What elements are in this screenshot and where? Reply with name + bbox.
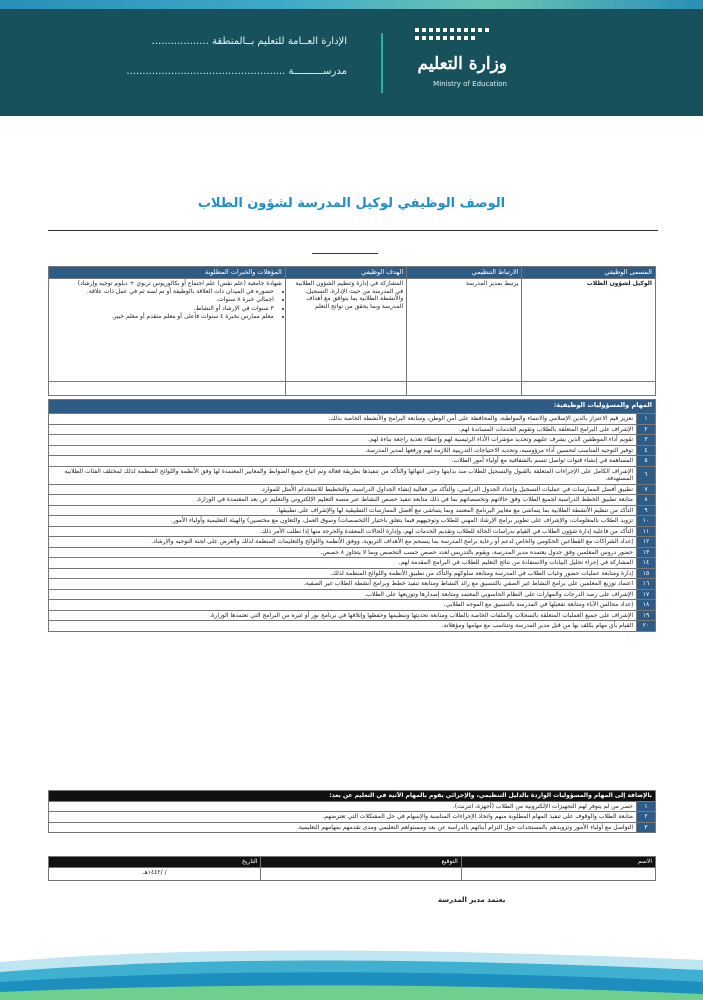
signature-table — [48, 856, 656, 881]
duty-text: متابعة الطلاب والوقوف على تنفيذ المهام المطلوبة منهم واتخاذ الإجراءات المناسبة والإسهام في حل المشكلات التي تعترضهم. — [49, 812, 637, 823]
duty-row — [49, 812, 656, 823]
remote-header-row — [49, 791, 656, 802]
school-line: مدرســــــــــة .................................................. — [126, 66, 347, 77]
duty-number: ١٦ — [637, 579, 656, 590]
qualification-item: • ٣ سنوات في الإرشاد أو النشاط. — [52, 305, 274, 313]
duty-text: حصر من لم يتوفر لهم التجهيزات الإلكترونية من الطلاب (أجهزة، انترنت). — [49, 801, 637, 812]
date-cell: / /١٤٤٢هـ — [49, 867, 261, 880]
duty-row — [49, 495, 656, 506]
duties-table — [48, 399, 656, 632]
duties-section-title: المهام والمسؤوليات الوظيفية: — [49, 400, 656, 414]
header-accent-stripe — [0, 0, 703, 9]
duty-text: اعتماد توزيع المعلمين على برامج النشاط غير الصفي بالتنسيق مع رائد النشاط ومتابعة تنفيذ خطط وبرامج أنشطة الطلاب غير الصفية. — [49, 579, 637, 590]
duty-number: ٣ — [637, 822, 656, 833]
duty-row — [49, 579, 656, 590]
duty-number: ٢٠ — [637, 621, 656, 632]
duty-text: تزويد الطلاب بالمعلومات، والإشراف على تطوير برامج الإرشاد المهني للطلاب وتوجيههم فيما يتعلق باختيار (التخصصات) وسوق العمل، والتعاون مع مختصين) والهيئة التعليمية وأولياء الأمور. — [49, 516, 637, 527]
duty-text: الإشراف على البرامج المتعلقة بالطلاب وتقويم الخدمات المساندة لهم. — [49, 424, 637, 435]
qualification-item: • معلم ممارس بخبرة ٤ سنوات فأعلى أو معلم متقدم أو معلم خبير. — [52, 313, 274, 321]
title-underline — [48, 230, 658, 231]
duty-row — [49, 568, 656, 579]
duty-text: متابعة تطبيق الخطط الدراسية لجميع الطلاب وفق حالاتهم وتخصصاتهم بما في ذلك متابعة تنفيذ حصص النشاط عبر منصة التعليم الإلكتروني والتعليم عن بعد المعتمدة في الوزارة. — [49, 495, 637, 506]
duty-number: ١ — [637, 414, 656, 425]
duty-row — [49, 516, 656, 527]
header-banner — [0, 0, 703, 116]
duty-text: تقويم أداء الموظفين الذين يشرف عليهم وتحديد مؤشرات الأداء الرئيسية لهم وإعطاء تغذية راجعة بناءة لهم. — [49, 435, 637, 446]
duty-text: المساهمة في إنشاء قنوات تواصل تتسم بالشفافية مع أولياء أمور الطلاب. — [49, 456, 637, 467]
blank-cell — [285, 382, 406, 396]
name-cell — [461, 867, 655, 880]
duty-text: القيام بأي مهام يكلف بها من قبل مدير المدرسة وتتناسب مع مهامها ومؤهلاته. — [49, 621, 637, 632]
duty-text: المشاركة في إجراء تحليل البيانات والاستفادة من نتائج التعليم للطلاب في البرامج المقدمة لهم. — [49, 558, 637, 569]
duty-row — [49, 484, 656, 495]
header-job-title: المسمى الوظيفي — [522, 267, 656, 279]
footer-wave-decoration — [0, 942, 703, 1000]
duty-number: ١٠ — [637, 516, 656, 527]
signature-row — [49, 867, 656, 880]
duty-text: الإشراف على جميع العمليات المتعلقة بالسجلات والملفات الخاصة بالطلاب ومتابعة تحديثها وتنظيمها وحفظها وإتلافها في برنامج نور أو غيره من البرامج التي تعتمدها الوزارة. — [49, 610, 637, 621]
logo-arabic-text: وزارة التعليم — [417, 54, 507, 74]
duty-number: ١٨ — [637, 600, 656, 611]
duty-number: ٢ — [637, 812, 656, 823]
duty-text: تعزيز قيم الاعتزاز بالدين الإسلامي والانتماء والمواطنة، والمحافظة على أمن الوطن، ومتابعة البرامج والأنشطة الخاصة بذلك. — [49, 414, 637, 425]
duty-row — [49, 414, 656, 425]
ministry-logo — [407, 24, 507, 94]
duty-row — [49, 424, 656, 435]
header-divider — [381, 33, 383, 93]
blank-cell — [407, 382, 522, 396]
qualifications-cell — [49, 279, 286, 382]
admin-line: الإدارة العــامة للتعليم بــالمنطقة .................. — [151, 36, 347, 47]
duty-row — [49, 456, 656, 467]
remote-section-title: بالإضافة إلى المهام والمسؤوليات الواردة بالدليل التنظيمي، والإجرائي يقوم بالمهام الآتية في التعليم عن بعد: — [49, 791, 656, 802]
header-job-goal: الهدف الوظيفي — [285, 267, 406, 279]
principal-approval: يعتمد مدير المدرسة — [438, 896, 506, 904]
job-goal-cell: المشاركة في إدارة وتنظيم الشؤون الطلابية في المدرسة من حيث الإدارة، التسجيل، والأنشطة الطلابية بما يتوافق مع أهداف المدرسة وبما يحقق من نواتج التعلم — [285, 279, 406, 382]
duty-number: ١٢ — [637, 537, 656, 548]
duty-text: حضور دروس المعلمين وفق جدول يعتمده مدير المدرسة، ويقوم بالتدريس لعدد حصص حسب التخصص وبما لا يتجاوز ٨ حصص. — [49, 547, 637, 558]
signature-header-row — [49, 857, 656, 868]
title-underline-short — [312, 253, 378, 254]
duty-row — [49, 801, 656, 812]
duty-row — [49, 610, 656, 621]
blank-cell — [49, 382, 286, 396]
signature-label: التوقيع — [261, 857, 461, 868]
duty-number: ٨ — [637, 495, 656, 506]
job-info-table — [48, 266, 656, 396]
duty-text: الإشراف على رصد الدرجات والمهارات على النظام الحاسوبي المعتمد ومتابعة إصدارها وتوزيعها على الطلاب. — [49, 589, 637, 600]
duty-number: ٦ — [637, 466, 656, 484]
duty-text: إعداد الشراكات مع القطاعين الحكومي والخاص لدعم أو رعاية برامج المدرسة بما ينسجم مع الأهداف التربوية، ووفق الأنظمة واللوائح والتعليمات المنظمة لذلك والعرض على لجنة التوجيه والإرشاد. — [49, 537, 637, 548]
duty-number: ١٥ — [637, 568, 656, 579]
job-title-cell: الوكيل لشؤون الطلاب — [522, 279, 656, 382]
duty-number: ٥ — [637, 456, 656, 467]
duty-text: إدارة ومتابعة عمليات حضور وغياب الطلاب في المدرسة ومتابعة سلوكهم والتأكد من تطبيق الأنظمة واللوائح المنظمة لذلك. — [49, 568, 637, 579]
blank-cell — [522, 382, 656, 396]
header-org-link: الارتباط التنظيمي — [407, 267, 522, 279]
duty-number: ١٤ — [637, 558, 656, 569]
duty-text: إعداد مجالس الآباء ومتابعة تفعيلها في المدرسة بالتنسيق مع الموجه الطلابي. — [49, 600, 637, 611]
duty-row — [49, 600, 656, 611]
duty-row — [49, 558, 656, 569]
duty-text: توفير التوجيه المناسب لتحسين أداء مرؤوسيه، وتحديد الاحتياجات التدريبية اللازمة لهم ورفعها لمدير المدرسة. — [49, 445, 637, 456]
duty-row — [49, 537, 656, 548]
name-label: الاسم — [461, 857, 655, 868]
duty-row — [49, 547, 656, 558]
header-qualifications: المؤهلات والخبرات المطلوبة — [49, 267, 286, 279]
remote-tasks-table — [48, 790, 656, 833]
duty-number: ١٩ — [637, 610, 656, 621]
duty-text: التأكد من تنظيم الأنشطة الطلابية بما يتماشى مع معايير البرنامج المعتمد وبما يتماشى مع أفضل الممارسات التطبيقية لها والإشراف على تطبيقها. — [49, 505, 637, 516]
duty-text: التأكد من فاعلية إدارة شؤون الطلاب في القيام بدراسات الحالة للطلاب وتقديم الخدمات لهم، وإدارة الحالات المعقدة والحرجة منها إذا تطلب الأمر ذلك. — [49, 526, 637, 537]
org-link-cell: يرتبط بمدير المدرسة — [407, 279, 522, 382]
duty-number: ٧ — [637, 484, 656, 495]
job-table-row — [49, 279, 656, 382]
duty-text: تطبيق أفضل الممارسات في عمليات التسجيل وإعداد الجدول الدراسي، والتأكد من فعالية إنشاء الجداول الدراسية، والتخطيط للاستخدام الأمثل للموارد. — [49, 484, 637, 495]
duty-text: التواصل مع أولياء الأمور وتزويدهم بالمستجدات حول التزام أبنائهم بالدراسة عن بعد ومستواهم التعليمي ومدى تقدمهم بمهامهم التعليمية. — [49, 822, 637, 833]
duty-number: ١١ — [637, 526, 656, 537]
duty-number: ٢ — [637, 424, 656, 435]
duty-number: ١٣ — [637, 547, 656, 558]
page-title: الوصف الوظيفي لوكيل المدرسة لشؤون الطلاب — [197, 196, 506, 211]
qualifications-list — [52, 288, 282, 321]
duties-header-row — [49, 400, 656, 414]
qualification-item: • اجمالي خبرة ٨ سنوات. — [52, 296, 274, 304]
duty-row — [49, 466, 656, 484]
signature-cell — [261, 867, 461, 880]
duty-row — [49, 589, 656, 600]
duty-number: ٩ — [637, 505, 656, 516]
duty-row — [49, 822, 656, 833]
duty-number: ٣ — [637, 435, 656, 446]
date-label: التاريخ — [49, 857, 261, 868]
job-table-blank-row — [49, 382, 656, 396]
duty-number: ٤ — [637, 445, 656, 456]
qualification-item: • حضوره في الميدان ذات العلاقة بالوظيفة أو تم لسه ثم في عمل ذات علاقة. — [52, 288, 274, 296]
duty-row — [49, 445, 656, 456]
duty-row — [49, 435, 656, 446]
duty-row — [49, 505, 656, 516]
job-table-header-row — [49, 267, 656, 279]
duty-number: ١٧ — [637, 589, 656, 600]
logo-dots-icon — [413, 24, 503, 46]
duty-number: ١ — [637, 801, 656, 812]
duty-row — [49, 526, 656, 537]
duty-text: الإشراف الكامل على الإجراءات المتعلقة بالقبول والتسجيل للطلاب منذ بدايتها وحتى انتهائها والتأكد من تنفيذها بطريقة فعالة وتم اتباع جميع الضوابط والمعايير المعتمدة لها وفق الأنظمة واللوائح المنظمة لذلك لمختلف الفئات الطلابية المستهدفة. — [49, 466, 637, 484]
duty-row — [49, 621, 656, 632]
qualifications-intro: شهادة جامعية (علم نفس) علم اجتماع أو بكالوريوس تربوي + دبلوم توجيه وإرشاد) — [77, 280, 282, 287]
logo-english-text: Ministry of Education — [433, 80, 507, 88]
